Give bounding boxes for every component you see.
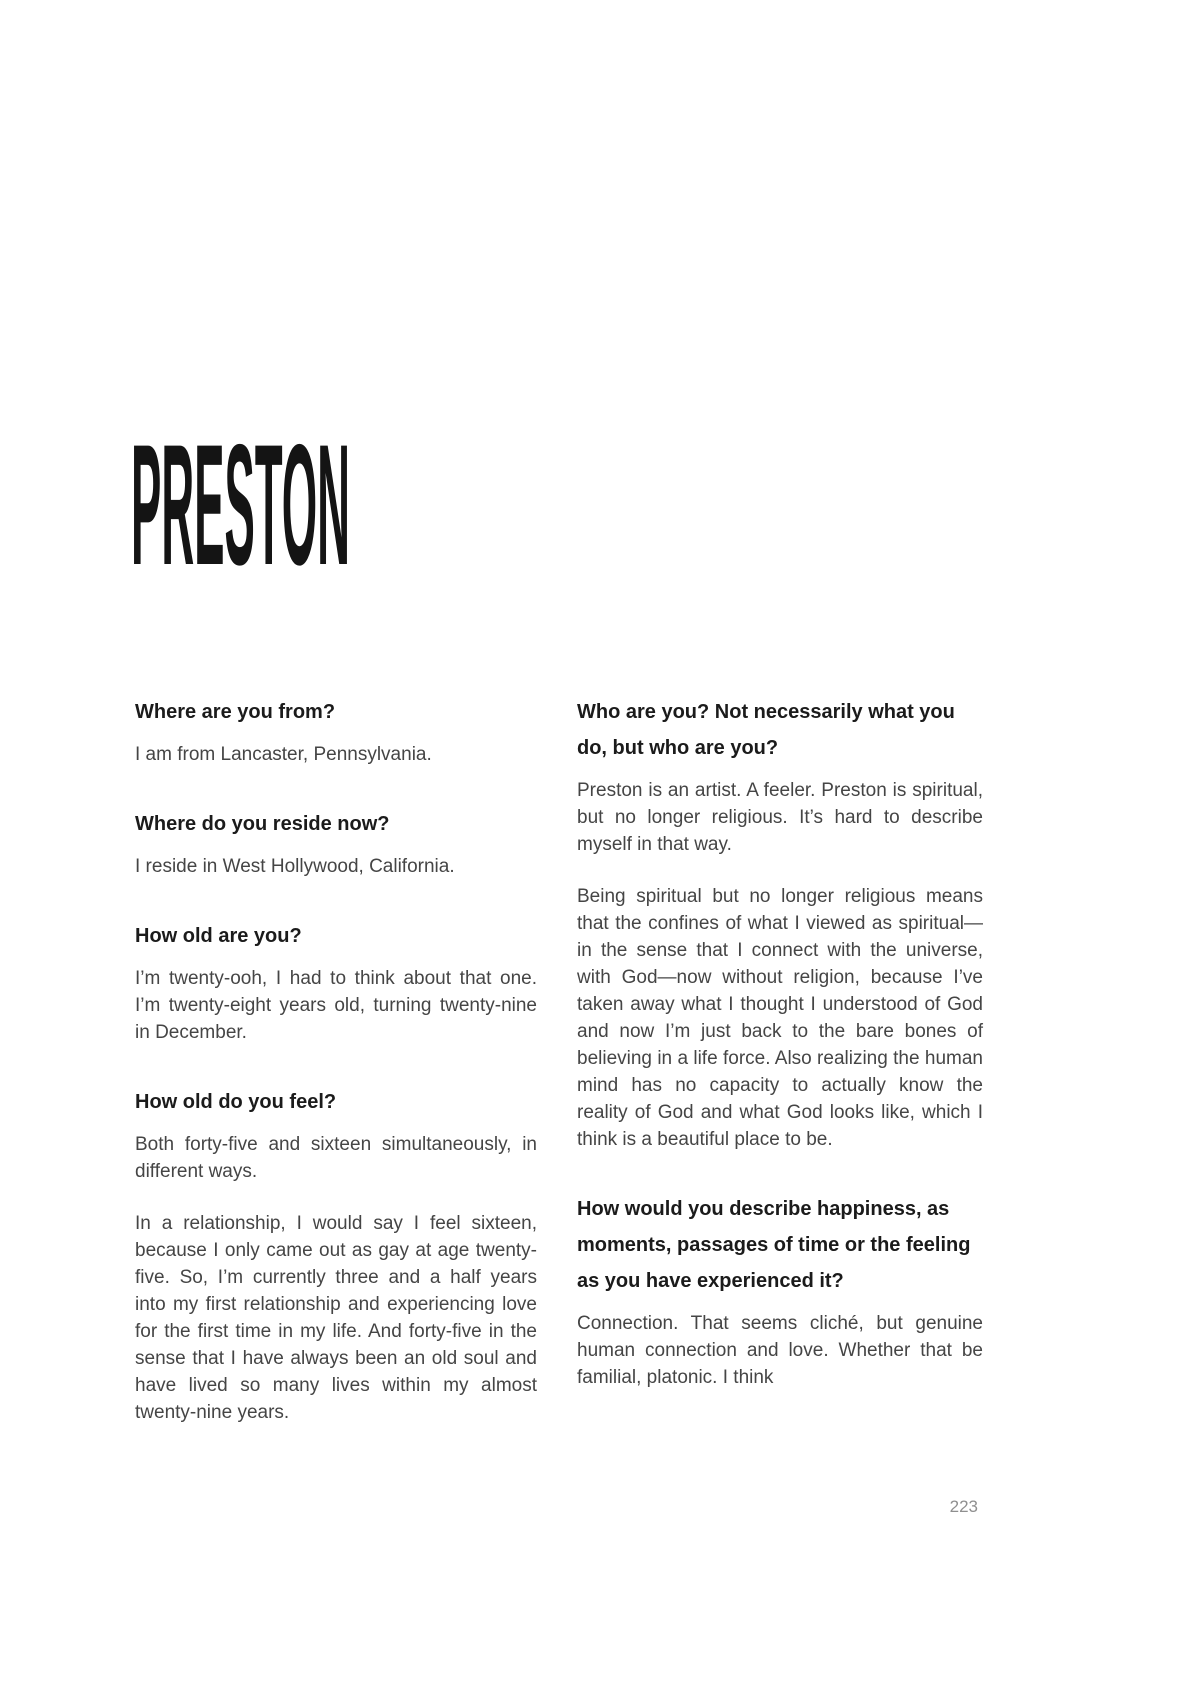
page-number: 223 bbox=[949, 1497, 978, 1516]
qa-block bbox=[577, 1191, 983, 1391]
answer-paragraph: In a relationship, I would say I feel sixteen, because I only came out as gay at age twenty-five. So, I’m currently three and a half years into my first relationship and experiencing love for the first time in my life. And forty-five in the sense that I have always been an old soul and have lived so many lives within my almost twenty-nine years. bbox=[135, 1213, 537, 1423]
title-graphic bbox=[131, 409, 411, 601]
qa-block bbox=[577, 694, 983, 1153]
answer-paragraph: Being spiritual but no longer religious means that the confines of what I viewed as spiritual—in the sense that I connect with the universe, with God—now without religion, because I’ve taken away what I thought I understood of God and now I’m just back to the bare bones of believing in a life force. Also realizing the human mind has no capacity to actually know the reality of God and what God looks like, which I think is a beautiful place to be. bbox=[577, 886, 983, 1150]
answer-paragraph: Connection. That seems cliché, but genuine human connection and love. Whether that be familial, platonic. I think bbox=[577, 1313, 983, 1388]
qa-block bbox=[135, 1084, 537, 1426]
left-column bbox=[135, 694, 537, 1426]
qa-block bbox=[135, 694, 537, 768]
question: Where do you reside now? bbox=[135, 813, 390, 835]
question: Who are you? Not necessarily what you do, but who are you? bbox=[577, 701, 955, 759]
question: Where are you from? bbox=[135, 701, 336, 723]
title-text: PRESTON bbox=[131, 409, 350, 601]
qa-block bbox=[135, 918, 537, 1046]
question: How would you describe happiness, as moments, passages of time or the feeling as you have experienced it? bbox=[577, 1198, 971, 1292]
answer-paragraph: I reside in West Hollywood, California. bbox=[135, 856, 455, 877]
interview-columns bbox=[135, 694, 983, 1426]
qa-block bbox=[135, 806, 537, 880]
page-title bbox=[131, 409, 411, 601]
question: How old are you? bbox=[135, 925, 302, 947]
answer-paragraph: I am from Lancaster, Pennsylvania. bbox=[135, 744, 432, 765]
answer-paragraph: Preston is an artist. A feeler. Preston is spiritual, but no longer religious. It’s hard to describe myself in that way. bbox=[577, 780, 983, 855]
answer-paragraph: I’m twenty-ooh, I had to think about that one. I’m twenty-eight years old, turning twenty-nine in December. bbox=[135, 968, 537, 1043]
right-column bbox=[577, 694, 983, 1426]
answer-paragraph: Both forty-five and sixteen simultaneously, in different ways. bbox=[135, 1134, 537, 1182]
question: How old do you feel? bbox=[135, 1091, 337, 1113]
